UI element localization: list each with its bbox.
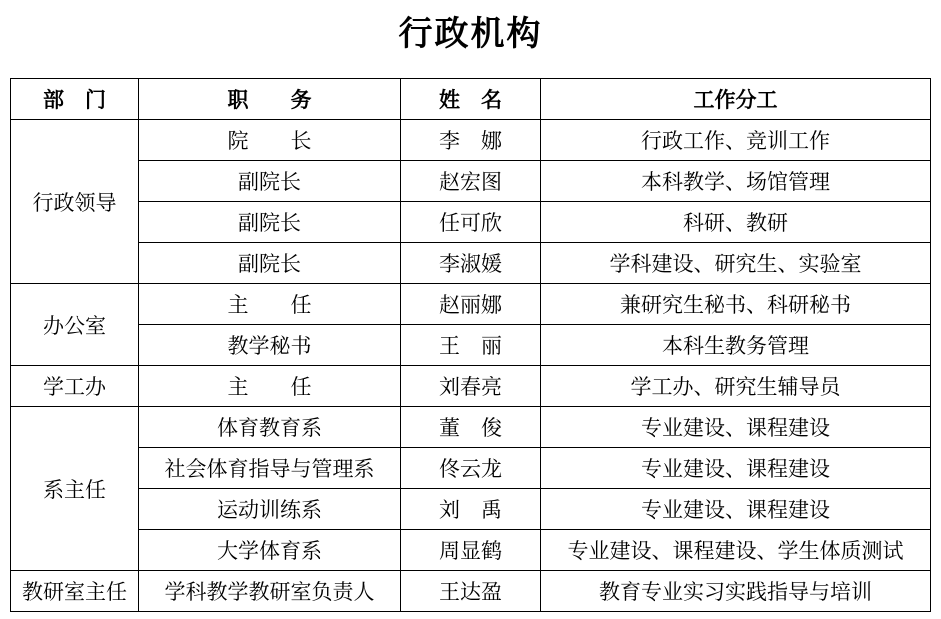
position-cell: 社会体育指导与管理系 <box>139 448 401 489</box>
header-department: 部 门 <box>11 79 139 120</box>
duty-cell: 学工办、研究生辅导员 <box>541 366 931 407</box>
table-row <box>11 407 931 448</box>
page-title: 行政机构 <box>398 14 543 54</box>
table-row <box>11 489 931 530</box>
table-row <box>11 284 931 325</box>
position-cell: 主 任 <box>139 284 401 325</box>
duty-cell: 教育专业实习实践指导与培训 <box>541 571 931 612</box>
position-cell: 副院长 <box>139 243 401 284</box>
position-cell: 主 任 <box>139 366 401 407</box>
table-row <box>11 243 931 284</box>
duty-cell: 专业建设、课程建设、学生体质测试 <box>541 530 931 571</box>
department-cell: 学工办 <box>11 366 139 407</box>
position-cell: 大学体育系 <box>139 530 401 571</box>
position-cell: 副院长 <box>139 161 401 202</box>
duty-cell: 本科教学、场馆管理 <box>541 161 931 202</box>
table-row <box>11 530 931 571</box>
position-cell: 学科教学教研室负责人 <box>139 571 401 612</box>
position-cell: 院 长 <box>139 120 401 161</box>
table-row <box>11 571 931 612</box>
header-position: 职 务 <box>139 79 401 120</box>
name-cell: 刘春亮 <box>401 366 541 407</box>
name-cell: 任可欣 <box>401 202 541 243</box>
table-row <box>11 202 931 243</box>
org-table <box>10 78 931 612</box>
table-row <box>11 325 931 366</box>
duty-cell: 兼研究生秘书、科研秘书 <box>541 284 931 325</box>
table-row <box>11 161 931 202</box>
position-cell: 体育教育系 <box>139 407 401 448</box>
duty-cell: 专业建设、课程建设 <box>541 489 931 530</box>
position-cell: 副院长 <box>139 202 401 243</box>
name-cell: 赵丽娜 <box>401 284 541 325</box>
duty-cell: 学科建设、研究生、实验室 <box>541 243 931 284</box>
header-name: 姓 名 <box>401 79 541 120</box>
department-cell: 行政领导 <box>11 120 139 284</box>
name-cell: 赵宏图 <box>401 161 541 202</box>
header-duty: 工作分工 <box>541 79 931 120</box>
table-row <box>11 120 931 161</box>
name-cell: 王 丽 <box>401 325 541 366</box>
name-cell: 李 娜 <box>401 120 541 161</box>
duty-cell: 专业建设、课程建设 <box>541 407 931 448</box>
table-row <box>11 366 931 407</box>
duty-cell: 本科生教务管理 <box>541 325 931 366</box>
table-row <box>11 448 931 489</box>
name-cell: 刘 禹 <box>401 489 541 530</box>
duty-cell: 行政工作、竞训工作 <box>541 120 931 161</box>
name-cell: 王达盈 <box>401 571 541 612</box>
table-header-row <box>11 79 931 120</box>
duty-cell: 科研、教研 <box>541 202 931 243</box>
name-cell: 董 俊 <box>401 407 541 448</box>
position-cell: 教学秘书 <box>139 325 401 366</box>
name-cell: 佟云龙 <box>401 448 541 489</box>
position-cell: 运动训练系 <box>139 489 401 530</box>
duty-cell: 专业建设、课程建设 <box>541 448 931 489</box>
department-cell: 系主任 <box>11 407 139 571</box>
name-cell: 周显鹤 <box>401 530 541 571</box>
name-cell: 李淑媛 <box>401 243 541 284</box>
department-cell: 教研室主任 <box>11 571 139 612</box>
department-cell: 办公室 <box>11 284 139 366</box>
